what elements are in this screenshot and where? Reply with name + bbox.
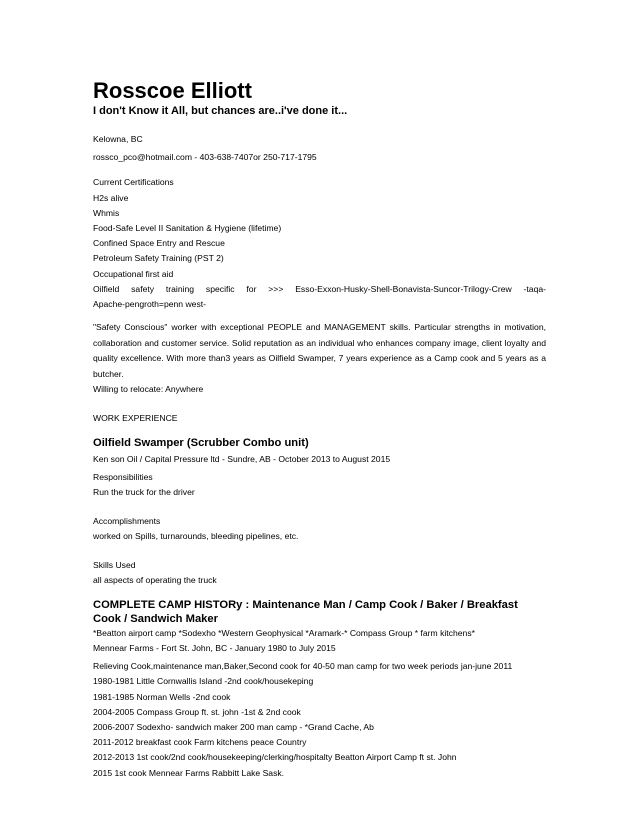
job-employers-line: *Beatton airport camp *Sodexho *Western Geophysical *Aramark-* Compass Group * farm kitchens* [93,627,475,638]
contact-email-phone: rossco_pco@hotmail.com - 403-638-7407or 250-717-1795 [93,152,317,163]
certification-item: Whmis [93,207,120,218]
certification-item: Petroleum Safety Training (PST 2) [93,253,224,264]
summary-paragraph: "Safety Conscious" worker with exceptional PEOPLE and MANAGEMENT skills. Particular strengths in motivation, collaboration and customer service. Solid reputation as an individual who enhances company image, client loyalty and quality excellence. With more than3 years as Oilfield Swamper, 7 years experience as a Camp cook and 5 years as a butcher. [93,322,546,379]
job-meta: Ken son Oil / Capital Pressure ltd - Sundre, AB - October 2013 to August 2015 [93,453,391,464]
history-item: 2011-2012 breakfast cook Farm kitchens peace Country [93,737,307,748]
history-item: 2012-2013 1st cook/2nd cook/housekeeping/clerking/hospitalty Beatton Airport Camp ft st. John [93,752,457,763]
resume-tagline: I don't Know it All, but chances are..i've done it... [93,105,348,117]
history-item: 2004-2005 Compass Group ft. st. john -1st & 2nd cook [93,706,301,717]
job-meta: Mennear Farms - Fort St. John, BC - January 1980 to July 2015 [93,643,336,654]
history-item: 1980-1981 Little Cornwallis Island -2nd cook/housekeping [93,676,314,687]
responsibilities-text: Run the truck for the driver [93,486,195,497]
work-experience-heading: WORK EXPERIENCE [93,413,178,424]
history-item: 2015 1st cook Mennear Farms Rabbitt Lake Sask. [93,767,285,778]
job-title: COMPLETE CAMP HISTORy : Maintenance Man / Camp Cook / Baker / Breakfast Cook / Sandwich Maker [93,598,518,625]
history-item: 1981-1985 Norman Wells -2nd cook [93,691,231,702]
accomplishments-heading: Accomplishments [93,515,161,526]
certification-item: Confined Space Entry and Rescue [93,238,225,249]
history-item: 2006-2007 Sodexho- sandwich maker 200 man camp - *Grand Cache, Ab [93,722,374,733]
certification-item: Apache-pengroth=penn west- [93,299,206,310]
skills-heading: Skills Used [93,559,136,570]
certifications-heading: Current Certifications [93,177,174,188]
certification-item: Oilfield safety training specific for >>> Esso-Exxon-Husky-Shell-Bonavista-Suncor-Trilogy-Crew -taqa- [93,283,546,294]
resume-name: Rosscoe Elliott [93,78,252,103]
responsibilities-heading: Responsibilities [93,471,153,482]
certification-item: Food-Safe Level II Sanitation & Hygiene (lifetime) [93,223,282,234]
accomplishments-text: worked on Spills, turnarounds, bleeding pipelines, etc. [93,530,299,541]
history-item: Relieving Cook,maintenance man,Baker,Second cook for 40-50 man camp for two week periods jan-june 2011 [93,661,513,672]
certification-item: H2s alive [93,192,129,203]
skills-text: all aspects of operating the truck [93,574,217,585]
certification-item: Occupational first aid [93,268,174,279]
job-title: Oilfield Swamper (Scrubber Combo unit) [93,436,309,449]
willing-to-relocate: Willing to relocate: Anywhere [93,384,204,395]
contact-location: Kelowna, BC [93,134,143,144]
